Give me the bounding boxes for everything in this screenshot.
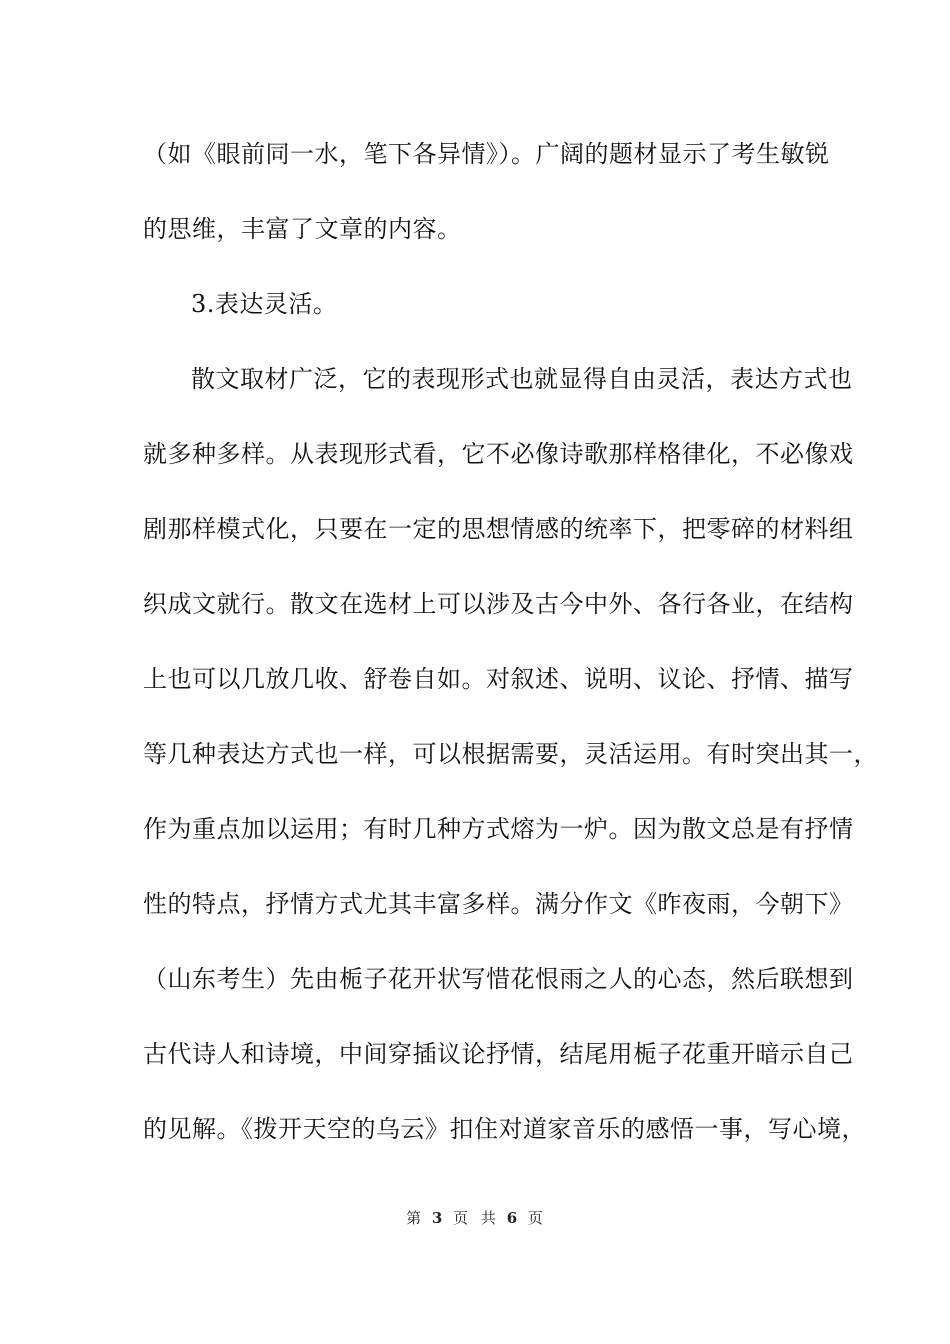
current-page-number: 3: [431, 1209, 444, 1227]
total-pages-number: 6: [506, 1209, 519, 1227]
footer-page-unit: 页: [453, 1209, 470, 1227]
paragraph-line: 上也可以几放几收、舒卷自如。对叙述、说明、议论、抒情、描写: [143, 665, 854, 693]
section-heading: 3.表达灵活。: [191, 290, 338, 318]
paragraph-line: 作为重点加以运用；有时几种方式熔为一炉。因为散文总是有抒情: [143, 815, 854, 843]
paragraph-line: 性的特点，抒情方式尤其丰富多样。满分作文《昨夜雨，今朝下》: [143, 890, 854, 918]
page-footer: [0, 1208, 950, 1228]
paragraph-line: 散文取材广泛，它的表现形式也就显得自由灵活，表达方式也: [191, 365, 853, 393]
paragraph-line: （山东考生）先由栀子花开状写惜花恨雨之人的心态，然后联想到: [143, 965, 854, 993]
paragraph-line: 剧那样模式化，只要在一定的思想情感的统率下，把零碎的材料组: [143, 515, 854, 543]
paragraph-line: 的思维，丰富了文章的内容。: [143, 215, 462, 243]
paragraph-line: 等几种表达方式也一样，可以根据需要，灵活运用。有时突出其一，: [143, 740, 878, 768]
paragraph-line: 古代诗人和诗境，中间穿插议论抒情，结尾用栀子花重开暗示自己: [143, 1040, 854, 1068]
paragraph-line: （如《眼前同一水，笔下各异情》）。广阔的题材显示了考生敏锐: [143, 140, 830, 168]
footer-prefix: 第: [406, 1209, 423, 1227]
footer-suffix: 页: [527, 1209, 544, 1227]
footer-total-prefix: 共: [480, 1209, 497, 1227]
paragraph-line: 的见解。《拨开天空的乌云》扣住对道家音乐的感悟一事，写心境，: [143, 1115, 866, 1143]
paragraph-line: 织成文就行。散文在选材上可以涉及古今中外、各行各业，在结构: [143, 590, 854, 618]
paragraph-line: 就多种多样。从表现形式看，它不必像诗歌那样格律化，不必像戏: [143, 440, 854, 468]
